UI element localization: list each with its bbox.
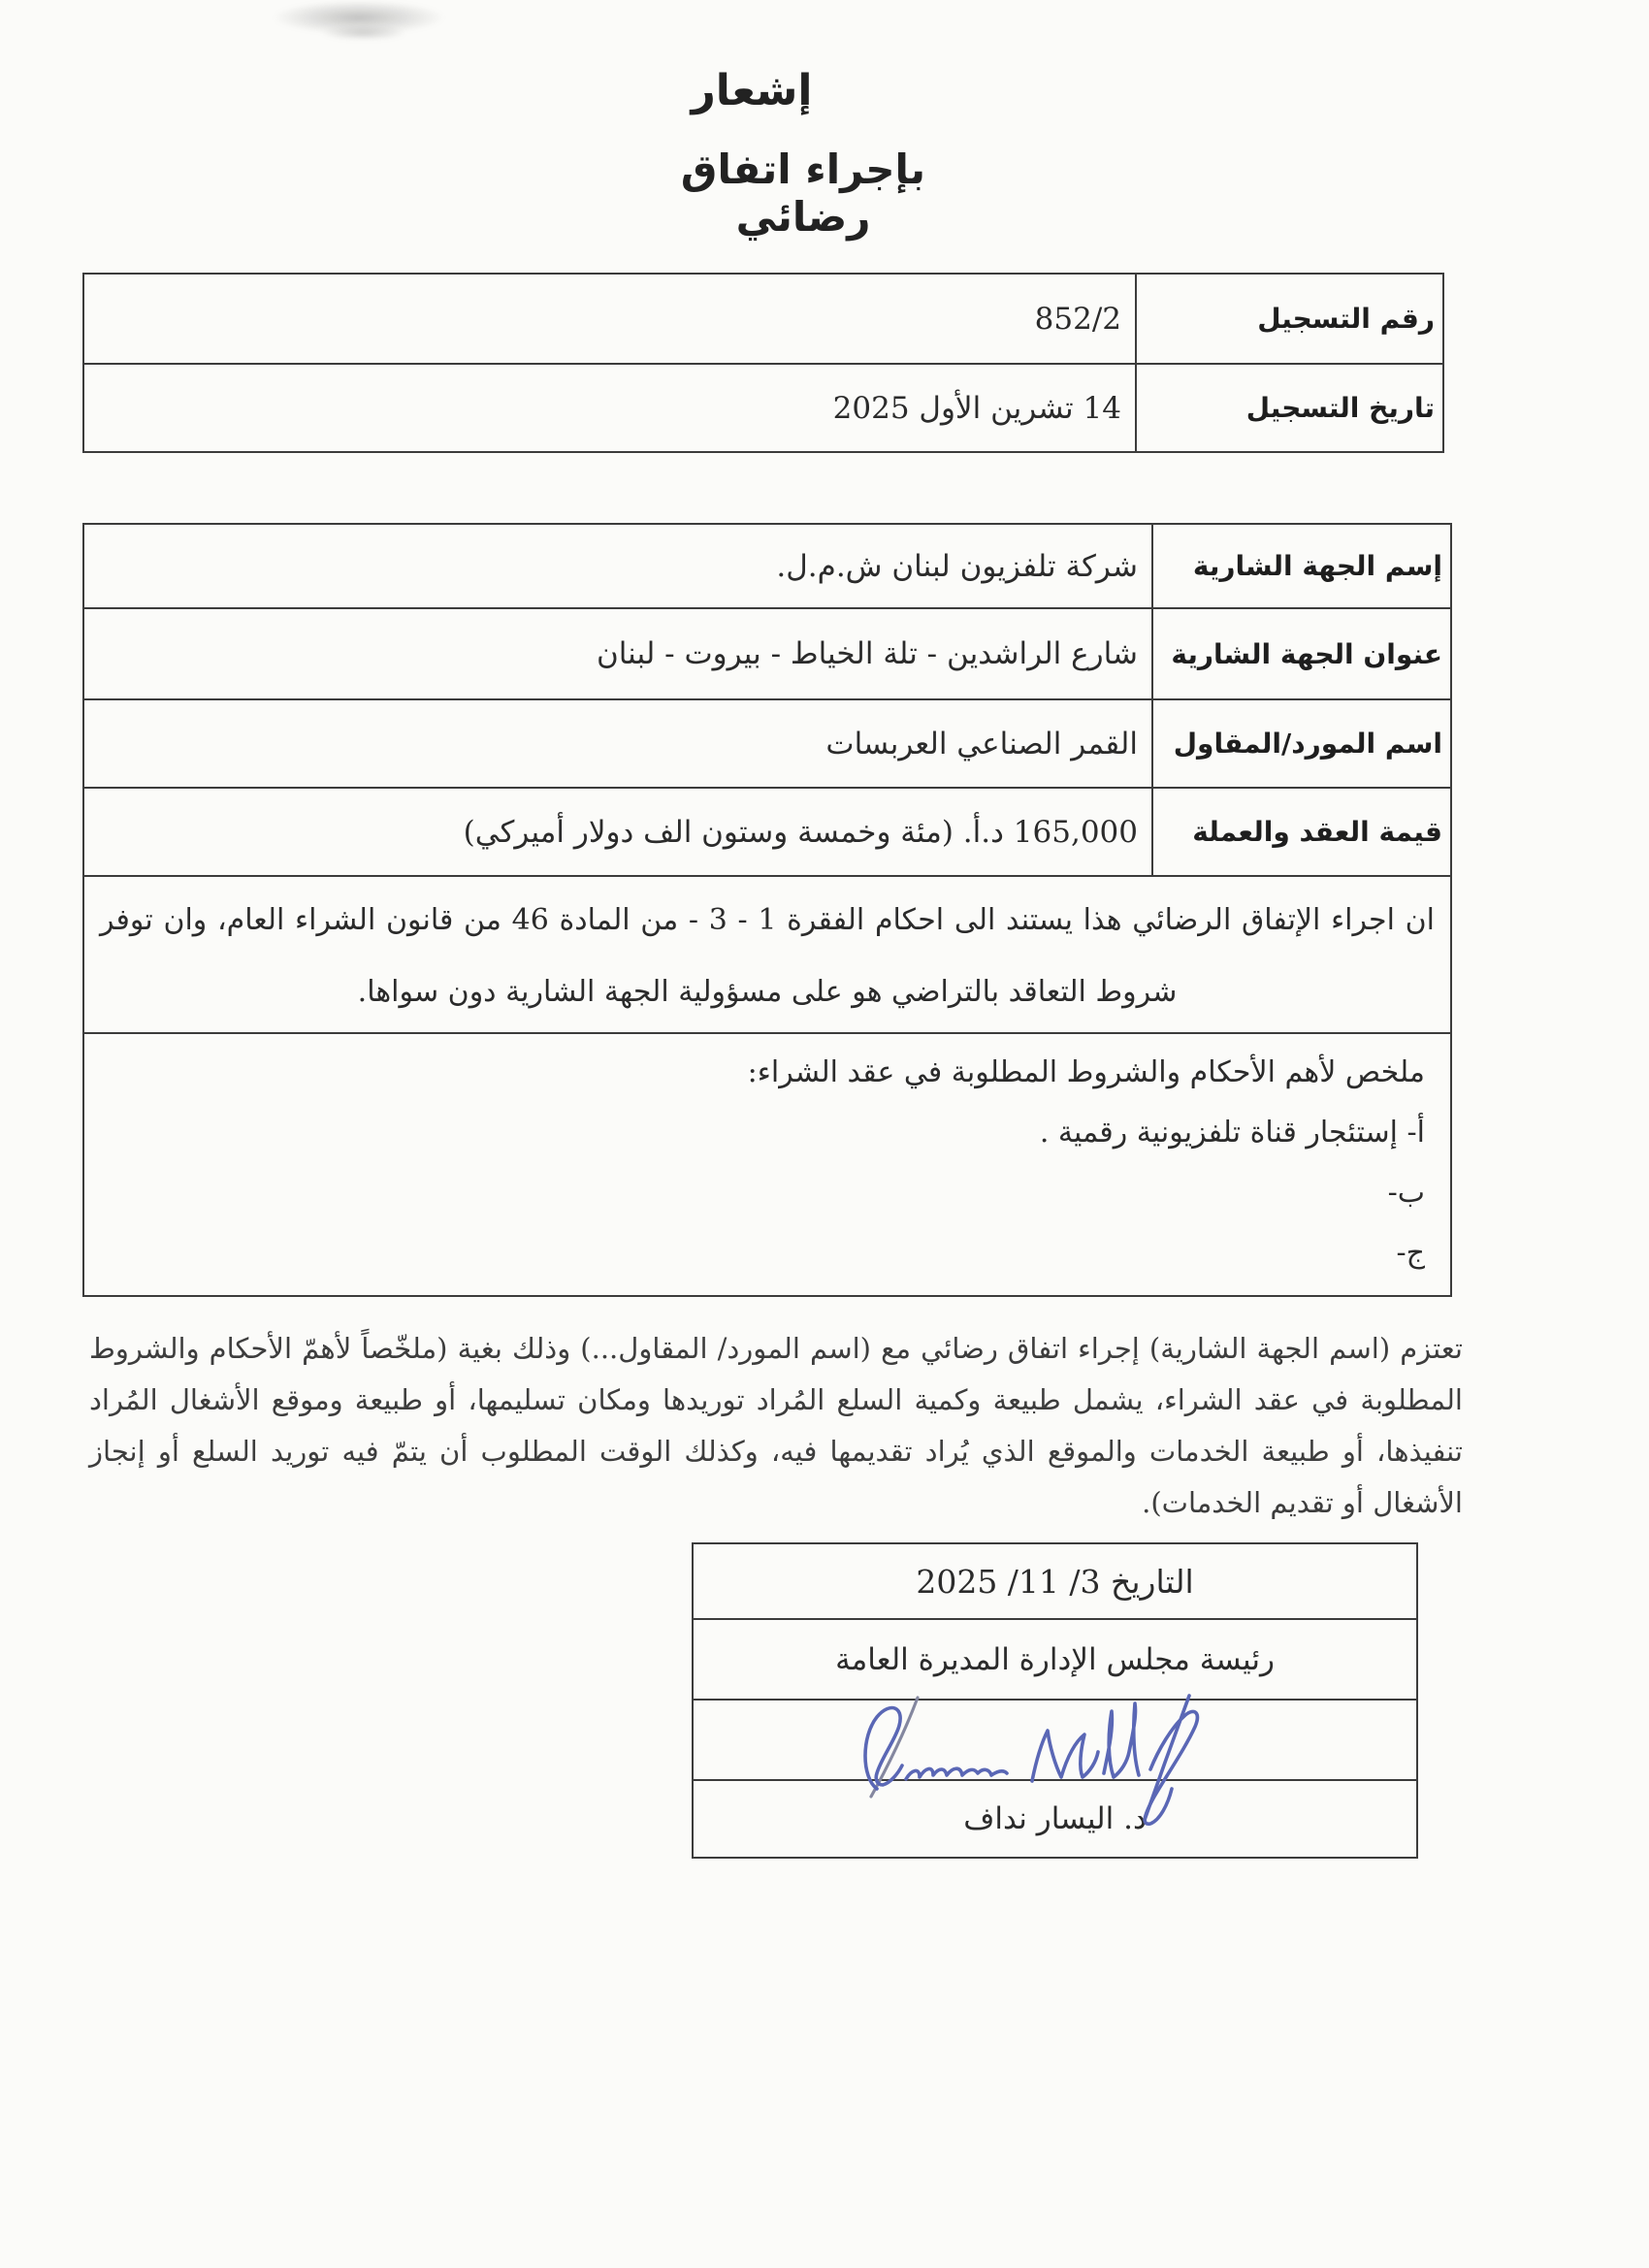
terms-summary-item-c: ج- [1396, 1236, 1425, 1270]
signature-date: التاريخ 3/ 11/ 2025 [916, 1562, 1194, 1601]
contract-value-row [84, 787, 1450, 875]
row-label: رقم التسجيل [1135, 275, 1442, 363]
row-label: قيمة العقد والعملة [1151, 789, 1450, 875]
purchasing-entity-address-row [84, 607, 1450, 698]
registration-date-row [84, 363, 1442, 451]
scan-smudge [320, 25, 407, 41]
terms-summary-item-a: أ- إستئجار قناة تلفزيونية رقمية . [1039, 1116, 1425, 1150]
row-label: تاريخ التسجيل [1135, 365, 1442, 451]
document-title: إشعار [691, 66, 813, 115]
document-subtitle: بإجراء اتفاق رضائي [680, 146, 926, 241]
supplier-name-row [84, 698, 1450, 787]
purchasing-entity-name-row [84, 525, 1450, 607]
terms-summary-row [84, 1032, 1450, 1295]
registration-number-row [84, 275, 1442, 363]
row-label: عنوان الجهة الشارية [1151, 609, 1450, 698]
row-value: شركة تلفزيون لبنان ش.م.ل. [776, 548, 1138, 584]
signature-stroke [906, 1768, 1007, 1779]
terms-summary-heading: ملخص لأهم الأحكام والشروط المطلوبة في عقد الشراء: [747, 1055, 1425, 1089]
row-value: القمر الصناعي العربسات [825, 726, 1138, 761]
terms-summary-item-b: ب- [1387, 1176, 1425, 1210]
legal-basis-row [84, 875, 1450, 1032]
row-label: اسم المورد/المقاول [1151, 700, 1450, 787]
signatory-role: رئيسة مجلس الإدارة المديرة العامة [694, 1618, 1416, 1699]
registration-table [82, 273, 1444, 453]
row-value: شارع الراشدين - تلة الخياط - بيروت - لبنان [596, 636, 1138, 671]
row-value: 165,000 د.أ. (مئة وخمسة وستون الف دولار أميركي) [463, 814, 1138, 850]
row-label: إسم الجهة الشارية [1151, 525, 1450, 607]
row-value: 14 تشرين الأول 2025 [832, 390, 1121, 426]
template-footnote: تعتزم (اسم الجهة الشارية) إجراء اتفاق رضائي مع (اسم المورد/ المقاول...) وذلك بغية (ملخّصاً لأهمّ الأحكام والشروط المطلوبة في عقد الشراء، يشمل طبيعة وكمية السلع المُراد توريدها ومكان تسليمها، أو طبيعة وموقع الأشغال المُراد تنفيذها، أو طبيعة الخدمات والموقع الذي يُراد تقديمها فيه، وكذلك الوقت المطلوب أن يتمّ فيه توريد السلع أو إنجاز الأشغال أو تقديم الخدمات). [89, 1332, 1463, 1519]
signature-stroke [1032, 1731, 1098, 1781]
signature-stroke [1104, 1703, 1139, 1777]
signature-stroke [1145, 1711, 1197, 1824]
agreement-details-table [82, 523, 1452, 1297]
signatory-name: د. اليسار نداف [694, 1779, 1416, 1857]
row-value: 852/2 [1034, 301, 1121, 337]
handwritten-signature [817, 1688, 1234, 1829]
legal-basis-text: ان اجراء الإتفاق الرضائي هذا يستند الى احكام الفقرة 1 - 3 - من المادة 46 من قانون الشراء العام، وان توفر شروط التعاقد بالتراضي هو على مسؤولية الجهة الشارية دون سواها. [100, 903, 1436, 1009]
